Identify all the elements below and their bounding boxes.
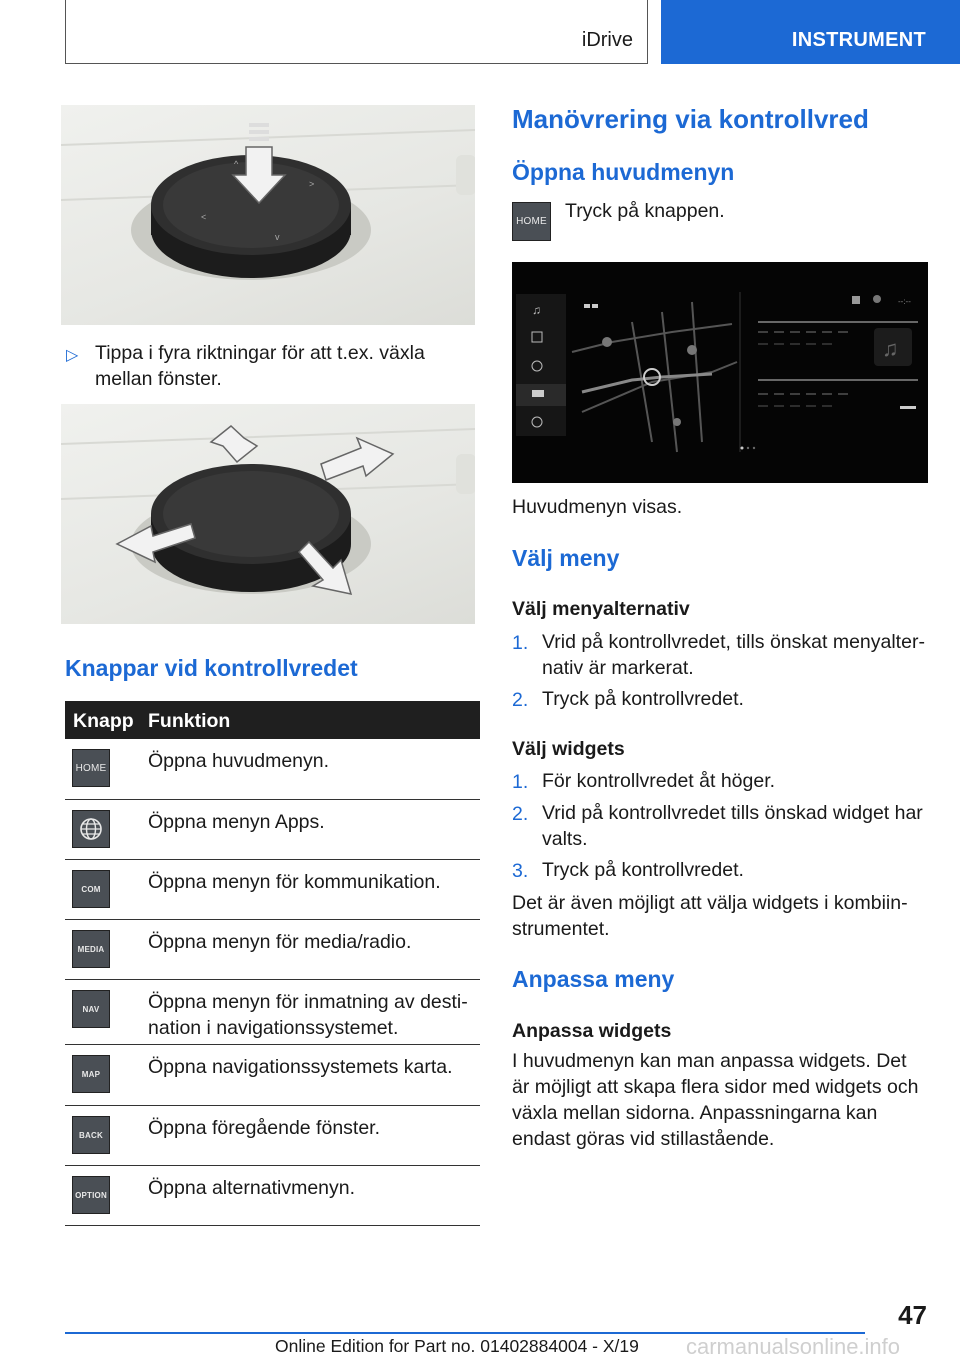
table-row <box>65 1106 480 1166</box>
main-menu-shown-text: Huvudmenyn visas. <box>512 496 683 518</box>
row-function-text: Öppna navigationssystemets karta. <box>148 1056 453 1078</box>
select-menu-heading: Välj meny <box>512 545 620 571</box>
com-button-icon: COM <box>72 870 110 908</box>
step-text: Tryck på kontrollvredet. <box>542 688 744 710</box>
row-function-text: Öppna föregående fönster. <box>148 1117 381 1139</box>
header-section-box <box>65 0 648 64</box>
adapt-widgets-heading: Anpassa widgets <box>512 1020 672 1042</box>
back-button-icon: BACK <box>72 1116 110 1154</box>
row-function-text: Öppna menyn Apps. <box>148 811 325 833</box>
svg-text:>: > <box>309 179 315 189</box>
step-number: 1. <box>512 632 529 654</box>
row-function-text: Öppna menyn för media/radio. <box>148 931 412 953</box>
svg-text:♫: ♫ <box>882 336 899 361</box>
media-button-icon: MEDIA <box>72 930 110 968</box>
step-number: 2. <box>512 803 529 825</box>
row-function-text: Öppna menyn för inmatning av destination i navigationssystemet. <box>148 991 468 1039</box>
step-number: 3. <box>512 860 529 882</box>
apps-globe-icon <box>72 810 110 848</box>
header-chapter-title: INSTRUMENT <box>791 29 926 51</box>
page-number: 47 <box>898 1300 927 1330</box>
row-function-text: Öppna menyn för kommunikation. <box>148 871 441 893</box>
caption-tilt: Tippa i fyra riktningar för att t.ex. växla mellan fönster. <box>95 342 425 390</box>
controller-tilt-photo <box>61 404 475 624</box>
svg-text:<: < <box>201 212 207 222</box>
table-header <box>65 701 480 739</box>
svg-text:^: ^ <box>234 159 239 169</box>
adapt-widgets-text: I huvudmenyn kan man anpassa widgets. Det är möjligt att skapa flera sidor med widgets och växla mellan sidorna. Anpassningarna kan endast göras vid stillastående. <box>512 1050 919 1150</box>
widgets-note: Det är även möjligt att välja widgets i kombiinstrumentet. <box>512 892 908 940</box>
table-row <box>65 1166 480 1226</box>
buttons-table <box>65 701 480 1226</box>
open-main-menu-heading: Öppna huvudmenyn <box>512 159 735 185</box>
step-text: För kontrollvredet åt höger. <box>542 770 776 792</box>
step-text: Tryck på kontrollvredet. <box>542 859 744 881</box>
footer-edition: Online Edition for Part no. 01402884004 - X/19 <box>275 1336 639 1356</box>
nav-button-icon: NAV <box>72 990 110 1028</box>
home-button-icon: HOME <box>512 202 551 241</box>
watermark: carmanualsonline.info <box>686 1334 901 1359</box>
header-chapter-box <box>661 0 960 64</box>
controller-press-photo <box>61 105 475 325</box>
caption-bullet-icon: ▷ <box>66 347 79 364</box>
header-section-title: iDrive <box>581 29 633 51</box>
step-text: Vrid på kontrollvredet tills önskad widget har valts. <box>542 802 923 850</box>
page-title: Manövrering via kontrollvred <box>512 104 869 134</box>
row-function-text: Öppna alternativmenyn. <box>148 1177 356 1199</box>
table-row <box>65 800 480 860</box>
step-text: Vrid på kontrollvredet, tills önskat menyalternativ är markerat. <box>542 631 925 679</box>
table-row <box>65 980 480 1045</box>
press-button-text: Tryck på knappen. <box>565 200 725 222</box>
main-menu-display-screenshot <box>512 262 928 483</box>
table-row <box>65 920 480 980</box>
select-menu-item-heading: Välj menyalternativ <box>512 598 690 620</box>
table-row <box>65 860 480 920</box>
table-row <box>65 739 480 800</box>
table-row <box>65 1045 480 1106</box>
step-number: 2. <box>512 689 529 711</box>
buttons-heading: Knappar vid kontrollvredet <box>65 655 358 681</box>
row-function-text: Öppna huvudmenyn. <box>148 750 330 772</box>
select-widgets-heading: Välj widgets <box>512 738 625 760</box>
svg-text:♫: ♫ <box>532 303 541 317</box>
svg-text:v: v <box>275 232 280 242</box>
table-header-button: Knapp <box>73 710 134 732</box>
option-button-icon: OPTION <box>72 1176 110 1214</box>
svg-text:--:--: --:-- <box>898 297 911 306</box>
step-number: 1. <box>512 771 529 793</box>
table-header-function: Funktion <box>148 710 231 732</box>
adapt-menu-heading: Anpassa meny <box>512 966 675 992</box>
home-button-icon: HOME <box>72 749 110 787</box>
map-button-icon: MAP <box>72 1055 110 1093</box>
